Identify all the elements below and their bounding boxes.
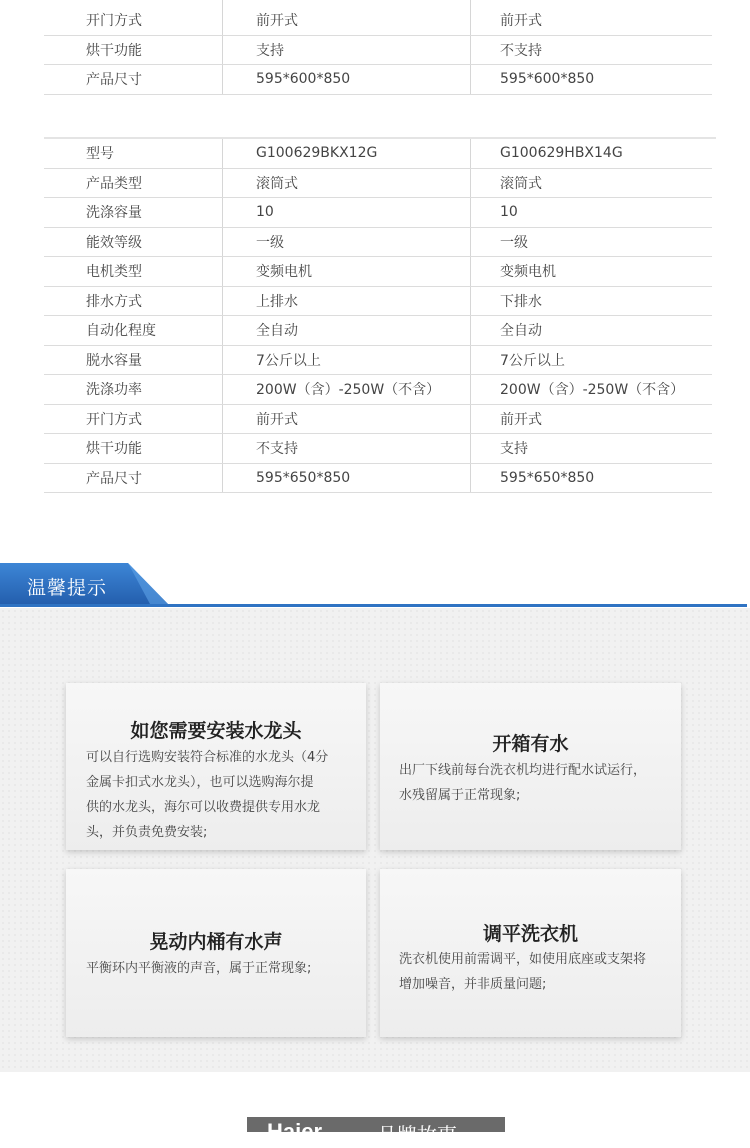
model-b-value: 595*600*850 (500, 71, 595, 88)
table-row (44, 228, 712, 258)
haier-logo: Haier (267, 1119, 323, 1144)
table-row (44, 375, 712, 405)
table-row (44, 464, 712, 494)
row-label: 产品尺寸 (86, 72, 142, 89)
model-a-value: 前开式 (256, 411, 298, 428)
model-a-value: 不支持 (256, 441, 298, 458)
tip-card-title: 开箱有水 (492, 733, 569, 755)
tips-section-header (0, 563, 750, 608)
tip-card-title: 晃动内桶有水声 (149, 931, 283, 953)
model-b-value: 前开式 (500, 13, 542, 30)
table-row (44, 6, 712, 36)
model-b-value: 前开式 (500, 411, 542, 428)
row-label: 自动化程度 (86, 323, 156, 340)
tip-card-drum-sound (66, 869, 366, 1037)
row-label: 洗涤功率 (86, 382, 142, 399)
table-row (44, 287, 712, 317)
tip-card-title: 调平洗衣机 (482, 923, 578, 945)
model-b-value: 200W（含）-250W（不含） (500, 382, 685, 399)
table-row (44, 36, 712, 66)
model-a-value: 200W（含）-250W（不含） (256, 382, 441, 399)
row-label: 烘干功能 (86, 42, 142, 59)
table-row (44, 316, 712, 346)
table-row (44, 139, 712, 169)
row-label: 烘干功能 (86, 441, 142, 458)
tip-card-body: 平衡环内平衡液的声音，属于正常现象; (86, 961, 312, 976)
model-a-value: 7公斤以上 (256, 352, 321, 369)
model-b-value: 滚筒式 (500, 175, 542, 192)
row-label: 能效等级 (86, 234, 142, 251)
model-a-value: 全自动 (256, 323, 298, 340)
row-label: 电机类型 (86, 264, 142, 281)
table-row (44, 169, 712, 199)
model-b-value: 595*650*850 (500, 469, 595, 486)
model-b-value: 变频电机 (500, 264, 556, 281)
row-label: 开门方式 (86, 411, 142, 428)
row-label: 产品类型 (86, 175, 142, 192)
model-a-value: 595*600*850 (256, 71, 351, 88)
row-label: 型号 (86, 146, 114, 163)
table-row (44, 257, 712, 287)
spec-table-2 (44, 139, 712, 493)
model-a-value: 一级 (256, 234, 284, 251)
model-a-value: 595*650*850 (256, 469, 351, 486)
brand-story-title: 品牌故事 (377, 1123, 457, 1147)
model-a-value: 支持 (256, 42, 284, 59)
spec-table-1 (44, 6, 712, 95)
tip-card-faucet (66, 683, 366, 850)
row-label: 开门方式 (86, 13, 142, 30)
model-a-value: 滚筒式 (256, 175, 298, 192)
tip-card-title: 如您需要安装水龙头 (130, 720, 302, 742)
tips-title: 温馨提示 (27, 577, 108, 599)
tip-card-body: 出厂下线前每台洗衣机均进行配水试运行， 水残留属于正常现象; (399, 763, 647, 803)
brand-story-banner (247, 1117, 505, 1147)
row-label: 产品尺寸 (86, 470, 142, 487)
table-row (44, 198, 712, 228)
row-label: 洗涤容量 (86, 205, 142, 222)
model-b-value: 全自动 (500, 323, 542, 340)
table-row (44, 434, 712, 464)
row-label: 脱水容量 (86, 352, 142, 369)
tip-card-body: 可以自行选购安装符合标准的水龙头（4分 金属卡扣式水龙头），也可以选购海尔提 供的水龙头，海尔可以收费提供专用水龙 头，并负责免费安装; (86, 750, 329, 840)
model-b-value: 一级 (500, 234, 528, 251)
model-b-value: 不支持 (500, 42, 542, 59)
model-a-value: 前开式 (256, 13, 298, 30)
model-a-value: 上排水 (256, 293, 298, 310)
table-row (44, 65, 712, 95)
table-row (44, 405, 712, 435)
model-a-value: G100629BKX12G (256, 145, 378, 162)
model-a-value: 变频电机 (256, 264, 312, 281)
model-a-value: 10 (256, 204, 274, 221)
tip-card-body: 洗衣机使用前需调平，如使用底座或支架将 增加噪音，并非质量问题; (399, 952, 647, 992)
table-row (44, 346, 712, 376)
model-b-value: 7公斤以上 (500, 352, 565, 369)
tips-underline (0, 604, 747, 607)
tip-card-unboxing-water (380, 683, 681, 850)
model-b-value: 下排水 (500, 293, 542, 310)
tip-card-leveling (380, 869, 681, 1037)
row-label: 排水方式 (86, 293, 142, 310)
model-b-value: 支持 (500, 441, 528, 458)
model-b-value: G100629HBX14G (500, 145, 623, 162)
model-b-value: 10 (500, 204, 518, 221)
